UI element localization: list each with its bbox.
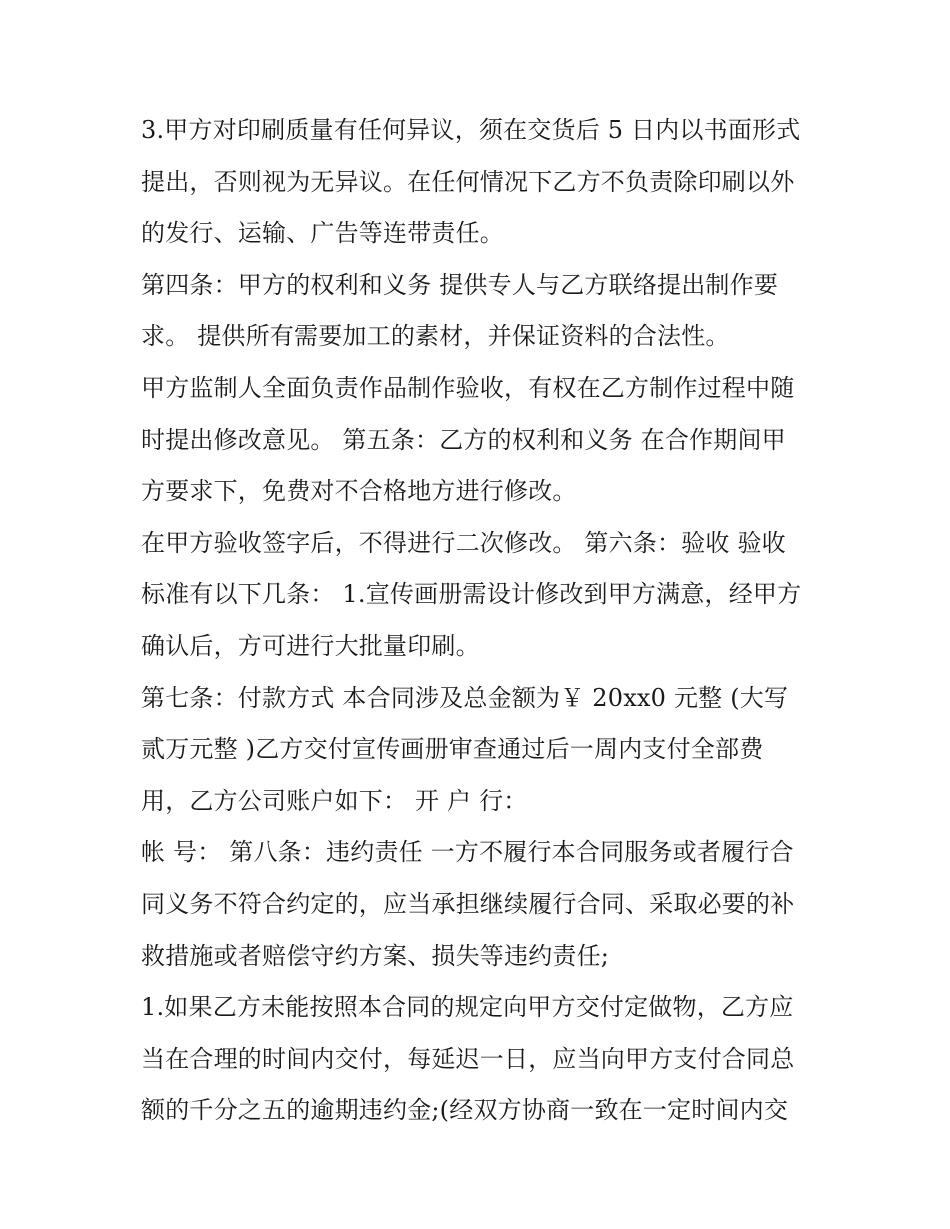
text-line: 确认后，方可进行大批量印刷。: [141, 631, 480, 660]
text-line: 第四条：甲方的权利和义务 提供专人与乙方联络提出制作要: [141, 270, 779, 299]
text-line: 救措施或者赔偿守约方案、损失等违约责任;: [141, 941, 610, 970]
text-line: 时提出修改意见。 第五条：乙方的权利和义务 在合作期间甲: [141, 425, 786, 454]
text-line: 标准有以下几条： 1.宣传画册需设计修改到甲方满意，经甲方: [141, 580, 802, 609]
text-line: 额的千分之五的逾期违约金;(经双方协商一致在一定时间内交: [141, 1096, 789, 1125]
text-line: 用，乙方公司账户如下： 开 户 行：: [141, 786, 528, 815]
document-body: [141, 108, 816, 1140]
text-line: 方要求下，免费对不合格地方进行修改。: [141, 477, 577, 506]
text-line: 3.甲方对印刷质量有任何异议，须在交货后 5 日内以书面形式: [141, 116, 801, 144]
text-line: 帐 号： 第八条：违约责任 一方不履行本合同服务或者履行合: [141, 838, 794, 867]
text-line: 在甲方验收签字后，不得进行二次修改。 第六条：验收 验收: [141, 528, 786, 557]
text-line: 第七条：付款方式 本合同涉及总金额为￥ 20xx0 元整 (大写: [141, 683, 789, 712]
text-line: 同义务不符合约定的，应当承担继续履行合同、采取必要的补: [141, 889, 795, 918]
text-line: 求。 提供所有需要加工的素材，并保证资料的合法性。: [141, 322, 730, 351]
text-line: 贰万元整 )乙方交付宣传画册审查通过后一周内支付全部费: [141, 735, 764, 764]
text-line: 提出，否则视为无异议。在任何情况下乙方不负责除印刷以外: [141, 167, 795, 196]
text-line: 1.如果乙方未能按照本合同的规定向甲方交付定做物，乙方应: [141, 993, 794, 1022]
text-line: 甲方监制人全面负责作品制作验收，有权在乙方制作过程中随: [141, 373, 795, 402]
text-line: 的发行、运输、广告等连带责任。: [141, 219, 504, 248]
text-line: 当在合理的时间内交付，每延迟一日，应当向甲方支付合同总: [141, 1044, 795, 1073]
